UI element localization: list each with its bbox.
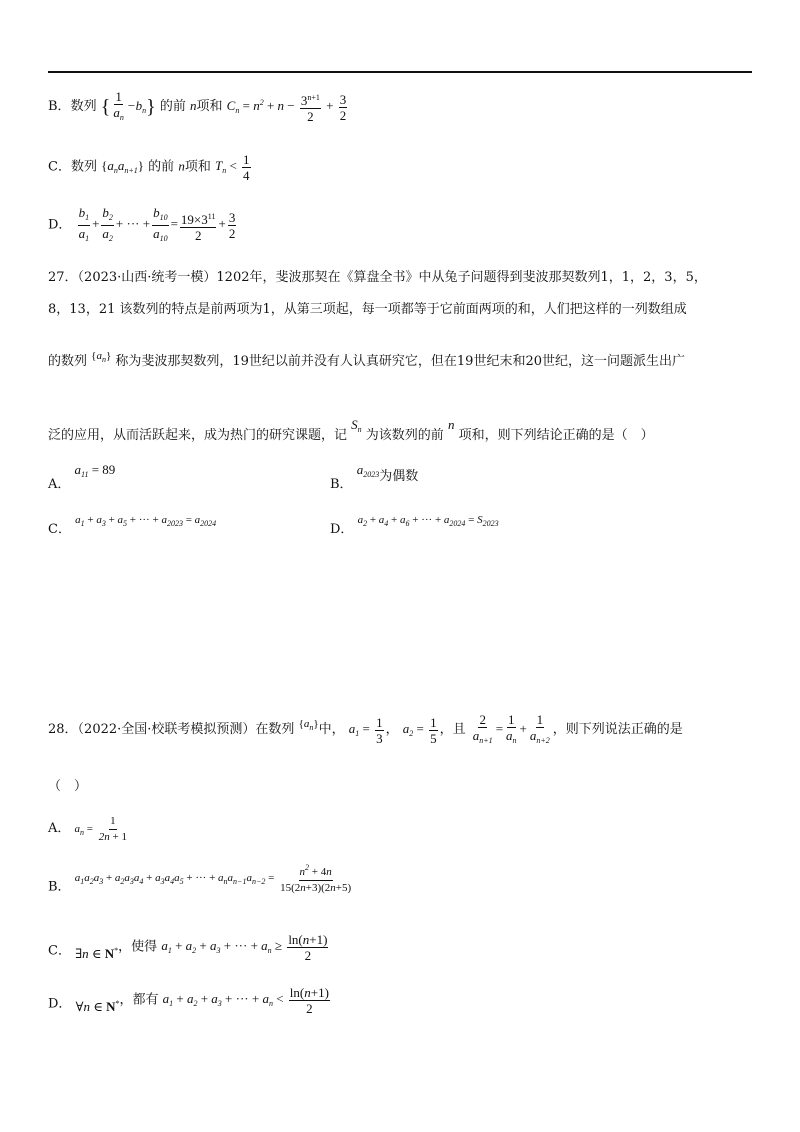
math-an-formula: $a_n$ = $\frac{1}{2n + 1}$ (74, 815, 127, 843)
math-recurrence: $\frac{2}{a_{n+1}}$ = $\frac{1}{a_n}$ + $\frac{1}{a_{n+2}}$ (472, 712, 550, 745)
math-seq-an: {an} (91, 350, 112, 364)
q27-option-c: C． $a_1 + a_3 + a_5$ + ··· + $a_{2023} = a_{2024}$ (48, 514, 217, 537)
math-tn-bound: $T_n$ < $\frac{1}{4}$ (214, 152, 250, 183)
math-a11-eq-89: $a_{11} = 89$ (74, 462, 116, 479)
math-even-sum: $a_2 + a_4 + a_6$ + ··· + $a_{2024} = S_{2023}$ (357, 514, 499, 528)
q27-line3: 的数列 $^{\{a_n\}}$ 称为斐波那契数列，19世纪以前并没有人认真研究它，但在19世纪末和20世纪，这一问题派生出广 (48, 350, 685, 369)
math-sum-geq-ln: $a_1 + a_2 + a_3$ + ··· + $a_n$ ≥ $\frac{\ln(n+1)}{2}$ (161, 932, 328, 963)
option-letter: B． (48, 98, 71, 114)
math-sum-b-over-a: $\frac{b_1}{a_1}$ + $\frac{b_2}{a_2}$ + ··· + $\frac{b_{10}}{a_{10}}$ = $\frac{19\times 3^{11}}{2}$ + $\frac{3}{2}$ (78, 205, 236, 243)
q28-option-b: B． $a_1a_2a_3 + a_2a_3a_4 + a_3a_4a_5$ + ··· + $a_na_{n-1}a_{n-2}$ = $\frac{n^2 + 4n}{15(2n+3)(2n+5)}$ (48, 860, 354, 898)
question-number: 28． (48, 721, 78, 737)
question-source: （2023·山西·统考一模） (77, 270, 217, 285)
q27-line1: 27．（2023·山西·统考一模）1202年，斐波那契在《算盘全书》中从兔子问题得到斐波那契数列1，1，2，3，5， (48, 270, 707, 285)
math-a1: $a_1$ = $\frac{1}{3}$ (348, 714, 383, 746)
math-triple-product-sum: $a_1a_2a_3 + a_2a_3a_4 + a_3a_4a_5$ + ··· + $a_na_{n-1}a_{n-2}$ = $\frac{n^2 + 4n}{15(2n+3)(2n+5)}$ (75, 872, 354, 884)
q28-option-a: A． $a_n$ = $\frac{1}{2n + 1}$ (48, 814, 130, 845)
math-cn-formula: $C_n = n^2 + n$ − $\frac{3^{n+1}}{2}$ + $\frac{3}{2}$ (226, 91, 347, 124)
q28-option-d: D． ∀n ∈ N*，都有 $a_1 + a_2 + a_3$ + ··· + $a_n$ < $\frac{\ln(n+1)}{2}$ (48, 985, 332, 1017)
math-a2023: $a_{2023}$ (356, 462, 380, 479)
math-exists-n: ∃n ∈ N* (75, 946, 119, 962)
option-d-top: D． $\frac{b_1}{a_1}$ + $\frac{b_2}{a_2}$ + ··· + $\frac{b_{10}}{a_{10}}$ = $\frac{19\times 3^{11}}{2}$ + $\frac{3}{2}$ (48, 205, 238, 246)
math-a2: $a_2$ = $\frac{1}{5}$ (402, 714, 437, 746)
math-sum-lt-ln: $a_1 + a_2 + a_3$ + ··· + $a_n$ < $\frac{\ln(n+1)}{2}$ (162, 985, 329, 1016)
math-seq-an: {an} (298, 717, 319, 732)
math-forall-n: ∀n ∈ N* (75, 999, 120, 1015)
q27-line4: 泛的应用，从而活跃起来，成为热门的研究课题，记 $S_n$ 为该数列的前 n 项和，则下列结论正确的是（ ） (48, 417, 654, 443)
q28-option-c: C． ∃n ∈ N*，使得 $a_1 + a_2 + a_3$ + ··· + $a_n$ ≥ $\frac{\ln(n+1)}{2}$ (48, 932, 330, 964)
math-odd-sum: $a_1 + a_3 + a_5$ + ··· + $a_{2023} = a_{2024}$ (75, 514, 217, 528)
option-b-top: B．数列 { $\frac{1}{a_n}$ $-b_n$} 的前 n项和 $C_n = n^2 + n$ − $\frac{3^{n+1}}{2}$ + $\frac{3}{2}$ (48, 89, 349, 125)
q28-paren: （ ） (48, 779, 88, 794)
math-seq-1-over-a-minus-b: { $\frac{1}{a_n}$ $-b_n$} (100, 89, 156, 122)
math-sn: $S_n$ (351, 417, 362, 434)
option-text: 数列 (70, 98, 97, 114)
q27-line2: 8，13，21 该数列的特点是前两项为1，从第三项起，每一项都等于它前面两项的和，人们把这样的一列数组成 (48, 302, 687, 317)
math-seq-an-an1: $\{a_na_{n+1}\}$ (101, 158, 145, 176)
header-rule (48, 71, 752, 73)
question-source: （2022·全国·校联考模拟预测） (77, 721, 256, 737)
q27-option-d: D． $a_2 + a_4 + a_6$ + ··· + $a_{2024} = S_{2023}$ (330, 514, 499, 537)
question-number: 27． (48, 270, 78, 285)
math-n: n (447, 417, 455, 432)
q27-option-b: B． $a_{2023}$为偶数 (330, 462, 419, 492)
q28-line1: 28．（2022·全国·校联考模拟预测）在数列 $^{\{a_n\}}$中， $a_1$ = $\frac{1}{3}$ ， $a_2$ = $\frac{1}{5}$ ，且 $\frac{2}{a_{n+1}}$ = $\frac{1}{a_n}$ + $\frac{1}{a_{n+2}}$ ，则下列说法正确的是 (48, 712, 683, 746)
q27-option-a: A． $a_{11} = 89$ (48, 462, 116, 492)
option-c-top: C．数列 $\{a_na_{n+1}\}$ 的前 n项和 $T_n$ < $\frac{1}{4}$ (48, 152, 253, 183)
